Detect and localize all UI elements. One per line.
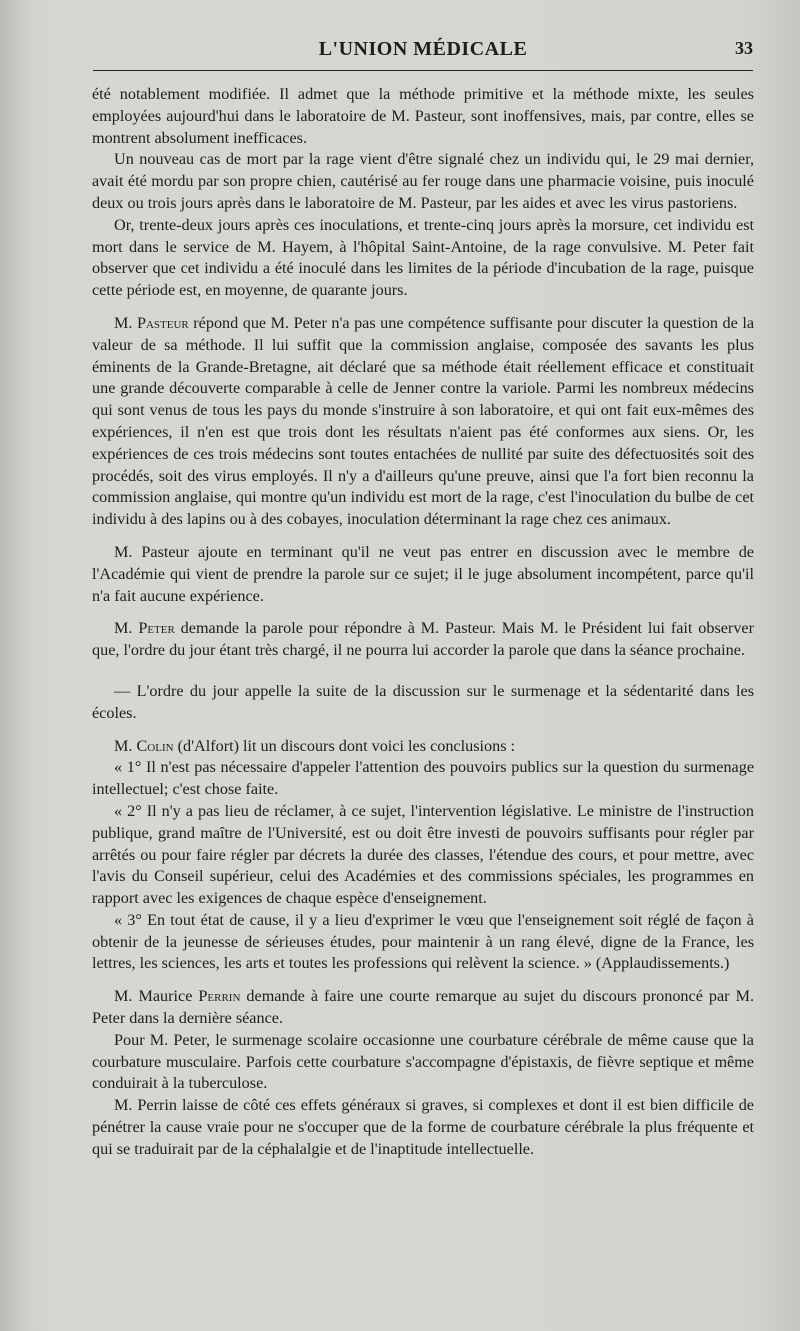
conclusion-item: « 1° Il n'est pas nécessaire d'appeler l'attention des pouvoirs publics sur la question du surmenage intellectuel; c'est chose faite. xyxy=(92,758,754,799)
paragraph-order-of-day: — L'ordre du jour appelle la suite de la discussion sur le surmenage et la sédentarité dans les écoles. xyxy=(92,681,754,722)
conclusion-item: « 3° En tout état de cause, il y a lieu d'exprimer le vœu que l'enseignement soit réglé de façon à obtenir de la jeunesse de sérieuses études, pour maintenir à un rang élevé, digne de la France, les lettres, les sciences, les arts et toutes les professions qui relèvent la science. » (Applaudissements.) xyxy=(92,910,754,973)
speaker-name: Peter xyxy=(138,619,175,638)
speaker-name: Pasteur xyxy=(136,313,189,332)
paragraph-speaker-colin: M. Colin (d'Alfort) lit un discours dont voici les conclusions : xyxy=(114,736,516,755)
speaker-name: Colin xyxy=(136,736,174,755)
paragraph-speaker-pasteur: M. Pasteur répond que M. Peter n'a pas une compétence suffisante pour discuter la question de la valeur de sa méthode. Il lui suffit que la commission anglaise, composée des savants les plus éminents de la Grande-Bretagne, ait déclaré que sa méthode était réellement efficace et constituait une grande découverte comparable à celle de Jenner contre la variole. Parmi les nombreux médecins qui sont venus de tous les pays du monde s'instruire à son laboratoire, et qui ont fait eux-mêmes des expériences, il n'en est que trois dont les résultats n'aient pas été conformes aux siens. Or, les expériences de ces trois médecins sont toutes entachées de nullité par suite des défectuosités soit des procédés, soit des virus employés. Il n'y a d'ailleurs qu'une preuve, ainsi que l'a fort bien reconnu la commission anglaise, qui montre qu'un individu est mort de la rage, c'est l'inoculation du bulbe de cet individu à des lapins ou à des cobayes, inoculation déterminant la rage chez ces animaux. xyxy=(92,313,754,529)
speaker-name: Perrin xyxy=(198,987,241,1006)
paragraph: M. Pasteur ajoute en terminant qu'il ne veut pas entrer en discussion avec le membre de l'Académie qui vient de prendre la parole sur ce sujet; il le juge absolument incompétent, parce qu'il n'a fait aucune expérience. xyxy=(92,542,754,605)
paragraph: été notablement modifiée. Il admet que la méthode primitive et la méthode mixte, les seules employées aujourd'hui dans le laboratoire de M. Pasteur, sont inoffensives, mais, par contre, elles se montrent absolument inefficaces. xyxy=(92,85,754,147)
page-header xyxy=(93,34,753,71)
paragraph: M. Perrin laisse de côté ces effets généraux si graves, si complexes et dont il est bien difficile de pénétrer la cause vraie pour ne s'occuper que de la forme de courbature cérébrale la plus fréquente et qui se traduirait par de la céphalalgie et de l'inaptitude intellectuelle. xyxy=(92,1096,754,1158)
paragraph: Or, trente-deux jours après ces inoculations, et trente-cinq jours après la morsure, cet individu est mort dans le service de M. Hayem, à l'hôpital Saint-Antoine, de la rage convulsive. M. Peter fait observer que cet individu a été inoculé dans les limites de la période d'incubation de la rage, puisque cette période est, en moyenne, de quarante jours. xyxy=(92,215,754,300)
paragraph: Un nouveau cas de mort par la rage vient d'être signalé chez un individu qui, le 29 mai dernier, avait été mordu par son propre chien, cautérisé au fer rouge dans une pharmacie voisine, puis inoculé deux ou trois jours après dans le laboratoire de M. Pasteur, par les aides et avec les virus pastoriens. xyxy=(92,150,754,212)
conclusion-item: « 2° Il n'y a pas lieu de réclamer, à ce sujet, l'intervention législative. Le ministre de l'instruction publique, grand maître de l'Université, est ou doit être investi de pouvoirs suffisants pour régler par arrêtés ou pour faire régler par décrets la durée des classes, l'étendue des cours, et pour mettre, avec l'avis du Conseil supérieur, celui des Académies et des commissions spéciales, les programmes en rapport avec les exigences de chaque espèce d'enseignement. xyxy=(92,801,754,908)
page-number: 33 xyxy=(735,38,753,58)
article-body xyxy=(92,84,754,1161)
paragraph: Pour M. Peter, le surmenage scolaire occasionne une courbature cérébrale de même cause que la courbature musculaire. Parfois cette courbature s'accompagne d'épistaxis, de fièvre septique et même conduirait à la tuberculose. xyxy=(92,1030,754,1093)
running-title: L'UNION MÉDICALE xyxy=(318,38,528,60)
paragraph-speaker-peter: M. Peter demande la parole pour répondre à M. Pasteur. Mais M. le Président lui fait observer que, l'ordre du jour étant très chargé, il ne pourra lui accorder la parole que dans la séance prochaine. xyxy=(92,619,754,660)
paragraph-speaker-perrin: M. Maurice Perrin demande à faire une courte remarque au sujet du discours prononcé par M. Peter dans la dernière séance. xyxy=(92,987,755,1028)
